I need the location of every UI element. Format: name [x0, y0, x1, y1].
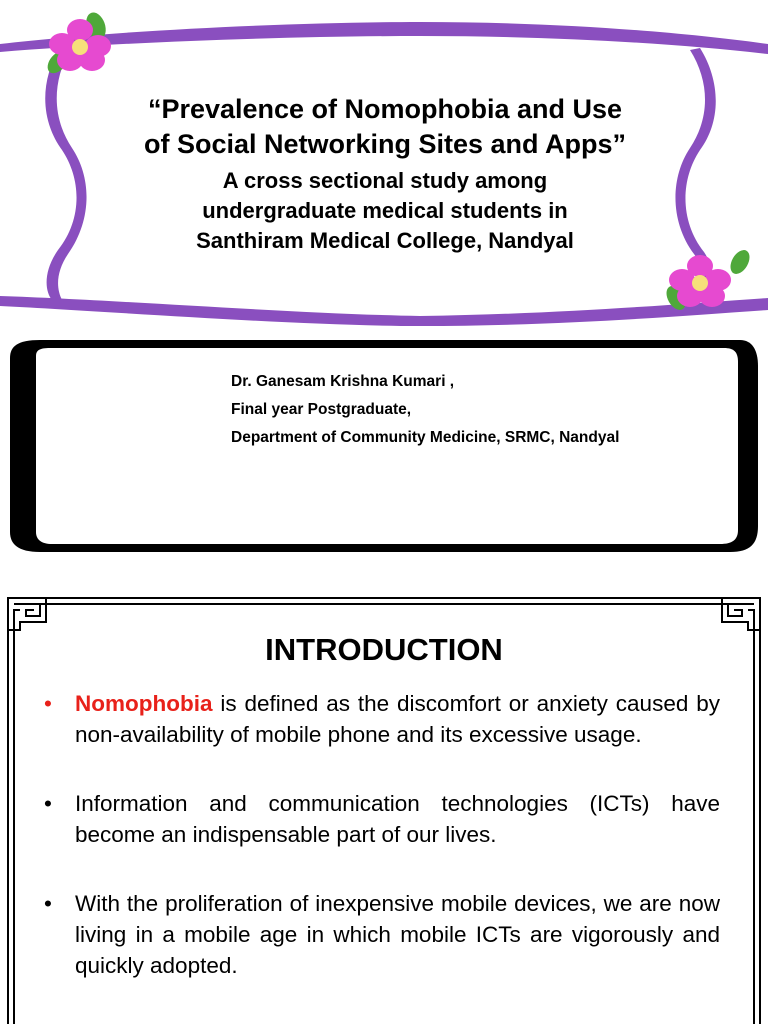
author-department: Department of Community Medicine, SRMC, Nandyal — [231, 429, 620, 446]
introduction-bullet-list — [44, 688, 720, 1019]
banner-left-side — [45, 48, 86, 300]
bullet-marker: • — [44, 891, 52, 916]
flower-top-left-icon — [44, 10, 111, 77]
introduction-slide — [0, 590, 768, 1024]
bullet-marker: • — [44, 791, 52, 816]
subtitle-line-2: undergraduate medical students in — [202, 198, 568, 223]
author-role: Final year Postgraduate, — [231, 401, 412, 418]
banner-bottom-bar — [0, 296, 768, 326]
bullet-text: is defined as the discomfort or anxiety caused by non-availability of mobile phone and its excessive usage. — [75, 691, 720, 747]
main-title-line-1: “Prevalence of Nomophobia and Use — [147, 94, 623, 124]
subtitle — [90, 166, 680, 256]
bullet-marker: • — [44, 691, 52, 716]
bullet-icts — [44, 788, 720, 850]
bullet-nomophobia-definition — [44, 688, 720, 750]
bullet-text: With the proliferation of inexpensive mobile devices, we are now living in a mobile age in which mobile ICTs are vigorously and quickly adopted. — [75, 891, 720, 978]
author-name: Dr. Ganesam Krishna Kumari , — [231, 373, 455, 390]
banner-top-bar — [0, 22, 768, 54]
title-slide — [0, 0, 768, 332]
bullet-mobile-age — [44, 888, 720, 981]
main-title — [90, 92, 680, 162]
bullet-text: Information and communication technologies (ICTs) have become an indispensable part of our lives. — [75, 791, 720, 847]
introduction-heading: INTRODUCTION — [265, 632, 503, 667]
author-slide — [0, 336, 768, 558]
highlighted-term: Nomophobia — [75, 691, 213, 716]
main-title-line-2: of Social Networking Sites and Apps” — [143, 129, 627, 159]
subtitle-line-3: Santhiram Medical College, Nandyal — [196, 228, 574, 253]
subtitle-line-1: A cross sectional study among — [222, 168, 548, 193]
